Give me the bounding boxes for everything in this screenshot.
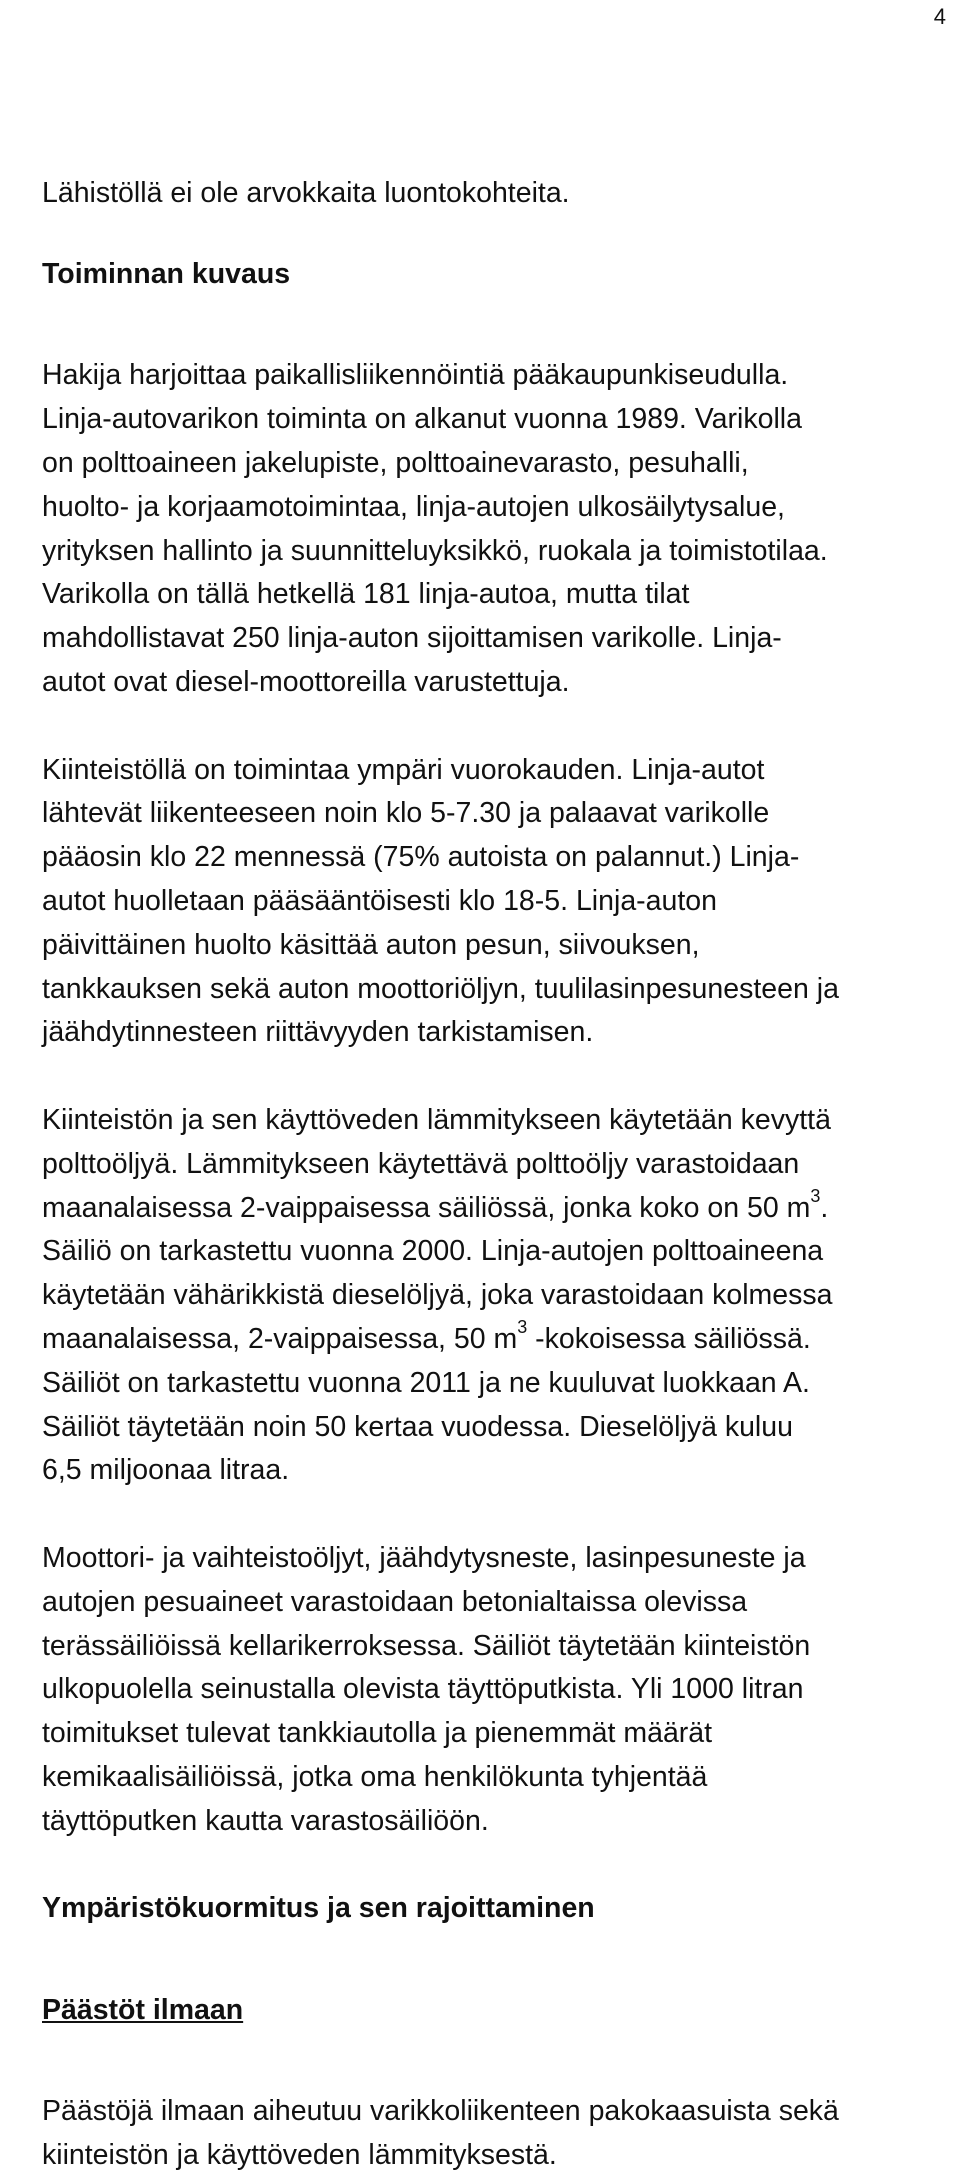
text-line: Säiliöt on tarkastettu vuonna 2011 ja ne kuuluvat luokkaan A. <box>42 1366 810 1399</box>
text-line <box>42 1318 942 1362</box>
text-line: Säiliö on tarkastettu vuonna 2000. Linja-autojen polttoaineena <box>42 1235 824 1268</box>
text-line: mahdollistavat 250 linja-auton sijoittamisen varikolle. Linja- <box>42 622 782 655</box>
text-line: autot ovat diesel-moottoreilla varustettuja. <box>42 665 570 698</box>
text-fragment: -kokoisessa säiliössä. <box>527 1322 811 1355</box>
text-line: Moottori- ja vaihteistoöljyt, jäähdytysneste, lasinpesuneste ja <box>42 1541 806 1574</box>
text-line: autot huolletaan pääsääntöisesti klo 18-5. Linja-auton <box>42 884 717 917</box>
text-line: jäähdytinnesteen riittävyyden tarkistamisen. <box>42 1016 594 1049</box>
text-line: Säiliöt täytetään noin 50 kertaa vuodessa. Dieselöljyä kuluu <box>42 1410 793 1443</box>
text-line: Päästöjä ilmaan aiheutuu varikkoliikenteen pakokaasuista sekä <box>42 2095 839 2128</box>
text-line: täyttöputken kautta varastosäiliöön. <box>42 1804 489 1837</box>
paragraph-paastot <box>42 2090 942 2178</box>
text-line: huolto- ja korjaamotoimintaa, linja-autojen ulkosäilytysalue, <box>42 490 785 523</box>
text-line: ulkopuolella seinustalla olevista täyttöputkista. Yli 1000 litran <box>42 1673 804 1706</box>
text-fragment: maanalaisessa, 2-vaippaisessa, 50 m <box>42 1322 518 1355</box>
text-line: pääosin klo 22 mennessä (75% autoista on palannut.) Linja- <box>42 841 800 874</box>
text-fragment: maanalaisessa 2-vaippaisessa säiliössä, jonka koko on 50 m <box>42 1191 811 1224</box>
text-line: 6,5 miljoonaa litraa. <box>42 1454 290 1487</box>
text-fragment: . <box>820 1191 829 1224</box>
text-line: Varikolla on tällä hetkellä 181 linja-autoa, mutta tilat <box>42 578 690 611</box>
paragraph-toiminta-aika <box>42 749 942 1056</box>
text-line: Lähistöllä ei ole arvokkaita luontokohteita. <box>42 177 570 209</box>
text-line: yrityksen hallinto ja suunnitteluyksikkö, ruokala ja toimistotilaa. <box>42 534 828 567</box>
text-line: Kiinteistön ja sen käyttöveden lämmitykseen käytetään kevyttä <box>42 1103 831 1136</box>
text-line: polttoöljyä. Lämmitykseen käytettävä polttoöljy varastoidaan <box>42 1147 800 1180</box>
text-line: päivittäinen huolto käsittää auton pesun, siivouksen, <box>42 928 700 961</box>
text-line <box>42 1187 942 1231</box>
text-line: on polttoaineen jakelupiste, polttoainevarasto, pesuhalli, <box>42 446 749 479</box>
section-heading-ymparistokuormitus: Ympäristökuormitus ja sen rajoittaminen <box>42 1892 595 1925</box>
text-line: kemikaalisäiliöissä, jotka oma henkilökunta tyhjentää <box>42 1760 708 1793</box>
text-line: kiinteistön ja käyttöveden lämmityksestä. <box>42 2139 557 2172</box>
paragraph-lammitys-polttoaine <box>42 1099 942 1493</box>
section-heading-toiminnan-kuvaus: Toiminnan kuvaus <box>42 257 291 290</box>
text-line: autojen pesuaineet varastoidaan betonialtaissa olevissa <box>42 1585 748 1618</box>
text-line: tankkauksen sekä auton moottoriöljyn, tuulilasinpesunesteen ja <box>42 972 839 1005</box>
superscript: 3 <box>517 1317 528 1338</box>
subsection-heading-paastot-ilmaan: Päästöt ilmaan <box>42 1993 244 2026</box>
text-line: lähtevät liikenteeseen noin klo 5-7.30 ja palaavat varikolle <box>42 797 770 830</box>
paragraph-varikko <box>42 354 942 704</box>
intro-paragraph <box>42 172 942 216</box>
text-line: Hakija harjoittaa paikallisliikennöintiä pääkaupunkiseudulla. <box>42 359 789 392</box>
superscript: 3 <box>810 1186 821 1207</box>
document-body <box>42 172 942 2178</box>
paragraph-oljyt-kemikaalit <box>42 1537 942 1844</box>
page-number: 4 <box>933 4 946 29</box>
text-line: toimitukset tulevat tankkiautolla ja pienemmät määrät <box>42 1717 713 1750</box>
text-line: terässäiliöissä kellarikerroksessa. Säiliöt täytetään kiinteistön <box>42 1629 811 1662</box>
text-line: Kiinteistöllä on toimintaa ympäri vuorokauden. Linja-autot <box>42 753 765 786</box>
text-line: käytetään vähärikkistä dieselöljyä, joka varastoidaan kolmessa <box>42 1279 833 1312</box>
text-line: Linja-autovarikon toiminta on alkanut vuonna 1989. Varikolla <box>42 403 802 436</box>
